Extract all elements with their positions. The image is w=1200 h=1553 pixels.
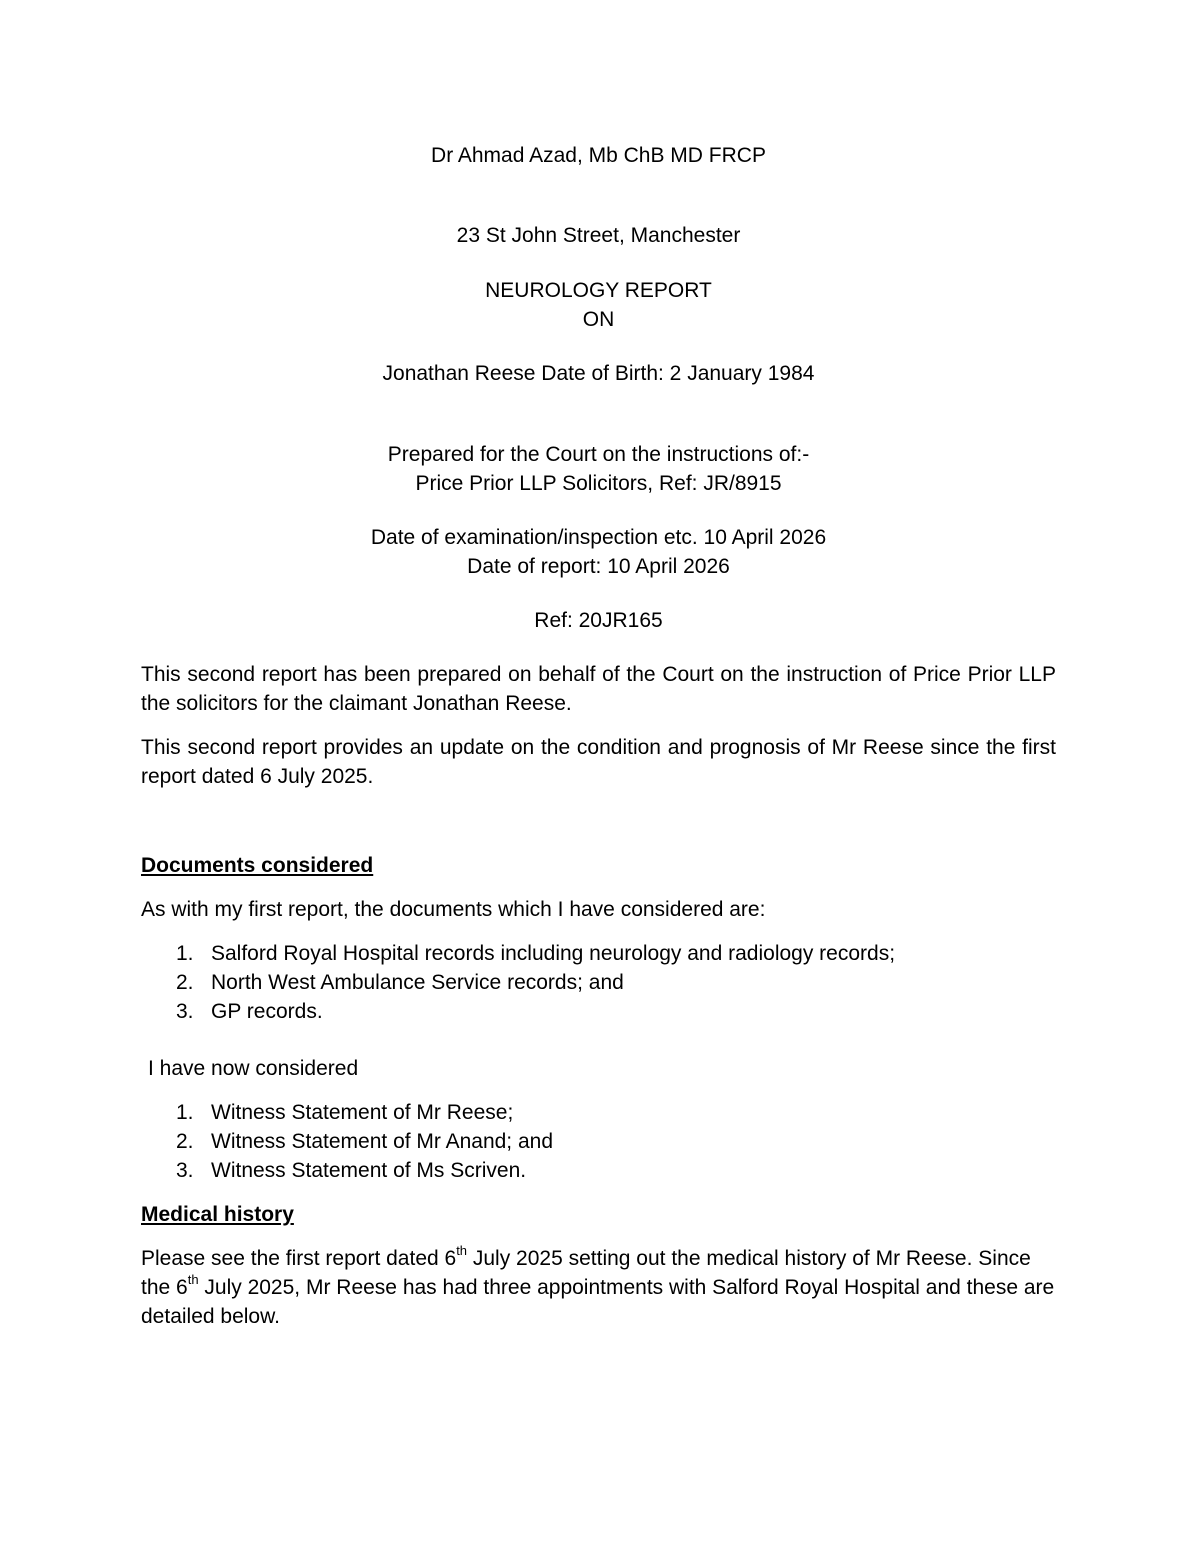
ordinal-suffix: th — [187, 1272, 199, 1287]
instructions-block — [141, 440, 1056, 498]
list-text: Witness Statement of Mr Anand; and — [211, 1130, 554, 1153]
author-address: 23 St John Street, Manchester — [456, 224, 741, 247]
now-considered-lead: I have now considered — [148, 1057, 359, 1080]
list-item — [141, 968, 1056, 997]
documents-lead: As with my first report, the documents which I have considered are: — [141, 898, 766, 921]
intro-paragraph-1: This second report has been prepared on behalf of the Court on the instruction of Price Prior LLP the solicitors for the claimant Jonathan Reese. — [141, 663, 1056, 715]
list-text: North West Ambulance Service records; and — [211, 971, 624, 994]
list-text: GP records. — [211, 1000, 323, 1023]
list-number: 2. — [176, 1130, 194, 1153]
list-item — [141, 1127, 1056, 1156]
list-item — [141, 939, 1056, 968]
report-ref: Ref: 20JR165 — [534, 609, 663, 632]
list-number: 2. — [176, 971, 194, 994]
list-number: 3. — [176, 1159, 194, 1182]
list-item — [141, 997, 1056, 1026]
list-number: 1. — [176, 1101, 194, 1124]
medical-history-heading: Medical history — [141, 1203, 294, 1226]
prepared-for: Prepared for the Court on the instructions of:- — [387, 443, 810, 466]
now-considered-list — [141, 1098, 1056, 1185]
list-number: 3. — [176, 1000, 194, 1023]
list-item — [141, 1098, 1056, 1127]
ordinal-suffix: th — [456, 1243, 468, 1258]
list-text: Witness Statement of Ms Scriven. — [211, 1159, 527, 1182]
report-header — [141, 141, 1056, 635]
list-number: 1. — [176, 942, 194, 965]
intro-paragraph-2: This second report provides an update on the condition and prognosis of Mr Reese since the first report dated 6 July 2025. — [141, 736, 1056, 788]
report-title-line1: NEUROLOGY REPORT — [485, 279, 712, 302]
report-title — [141, 276, 1056, 334]
patient-details: Jonathan Reese Date of Birth: 2 January 1984 — [382, 362, 815, 385]
list-item — [141, 1156, 1056, 1185]
document-body — [141, 141, 1056, 1352]
documents-list — [141, 939, 1056, 1026]
report-date: Date of report: 10 April 2026 — [467, 555, 730, 578]
medical-history-paragraph — [141, 1244, 1056, 1331]
list-text: Salford Royal Hospital records including neurology and radiology records; — [211, 942, 896, 965]
author-name: Dr Ahmad Azad, Mb ChB MD FRCP — [431, 144, 766, 167]
documents-heading: Documents considered — [141, 854, 374, 877]
list-text: Witness Statement of Mr Reese; — [211, 1101, 514, 1124]
solicitors-ref: Price Prior LLP Solicitors, Ref: JR/8915 — [415, 472, 782, 495]
dates-block — [141, 523, 1056, 581]
report-title-line2: ON — [582, 308, 615, 331]
medical-text-part2: July 2025 setting out the medical history of Mr Reese. Since the 6 — [141, 1247, 1031, 1299]
medical-text-part1: Please see the first report dated 6 — [141, 1247, 457, 1270]
exam-date: Date of examination/inspection etc. 10 April 2026 — [370, 526, 827, 549]
medical-text-part3: July 2025, Mr Reese has had three appointments with Salford Royal Hospital and these are detailed below. — [141, 1276, 1055, 1328]
